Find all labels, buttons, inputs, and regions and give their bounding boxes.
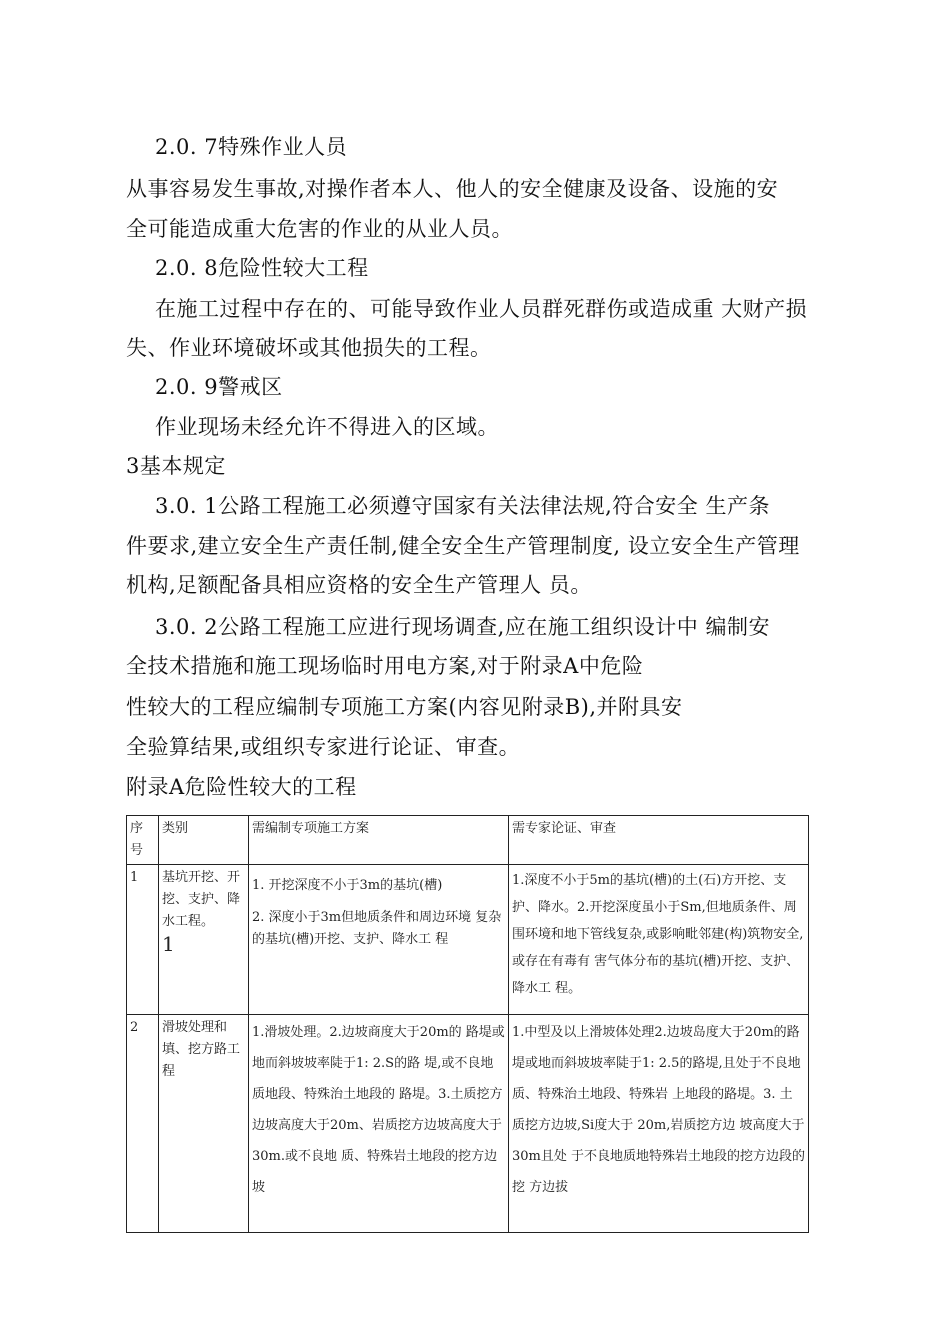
section-heading-2-0-9: 2.0. 9警戒区	[155, 375, 283, 399]
paragraph-line: 失、作业环境破坏或其他损失的工程。	[126, 336, 492, 360]
paragraph-line: 件要求,建立安全生产责任制,健全安全生产管理制度, 设立安全生产管理	[126, 534, 800, 558]
section-heading-2-0-8: 2.0. 8危险性较大工程	[155, 256, 369, 280]
paragraph-line: 全可能造成重大危害的作业的从业人员。	[126, 217, 513, 241]
appendix-title: 附录A危险性较大的工程	[126, 775, 357, 799]
row-category	[159, 865, 249, 1015]
header-cell-no: 序号	[127, 816, 159, 865]
header-cell-review: 需专家论证、审查	[509, 816, 809, 865]
paragraph-line: 性较大的工程应编制专项施工方案(内容见附录B),并附具安	[126, 695, 683, 719]
paragraph-line: 在施工过程中存在的、可能导致作业人员群死群伤或造成重 大财产损	[155, 297, 808, 321]
paragraph-line: 机构,足额配备具相应资格的安全生产管理人 员。	[126, 573, 592, 597]
category-text: 滑坡处理和填、挖方路工程	[162, 1020, 241, 1079]
section-heading-2-0-7: 2.0. 7特殊作业人员	[155, 135, 348, 159]
row-plan	[249, 865, 509, 1015]
row-number: 2	[127, 1015, 159, 1233]
table-row	[127, 1015, 809, 1233]
category-extra: 1	[162, 932, 175, 956]
row-review	[509, 865, 809, 1015]
chapter-heading-3: 3基本规定	[126, 454, 226, 478]
plan-text: 1.滑坡处理。2.边坡商度大于20m的 路堤或地而斜坡坡率陡于1: 2.S的路 堤,或不良地质地段、特殊治土地段的 路堤。3.土质挖方边坡高度大于20m、岩质挖方边坡高度大于30m.或不良地 质、特殊岩土地段的挖方边坡	[252, 1025, 505, 1195]
table-header-row	[127, 816, 809, 865]
paragraph-line: 全验算结果,或组织专家进行论证、审查。	[126, 735, 521, 759]
plan-item: 1. 开挖深度不小于3m的基坑(槽)	[252, 878, 443, 893]
appendix-table	[126, 815, 809, 1233]
paragraph-line: 从事容易发生事故,对操作者本人、他人的安全健康及设备、设施的安	[126, 177, 779, 201]
paragraph-line: 全技术措施和施工现场临时用电方案,对于附录A中危险	[126, 654, 644, 678]
plan-item: 2. 深度小于3m但地质条件和周边环境 复杂的基坑(槽)开挖、支护、降水工 程	[252, 910, 502, 947]
table-row	[127, 865, 809, 1015]
row-number: 1	[127, 865, 159, 1015]
review-text: 1.深度不小于5m的基坑(槽)的土(石)方开挖、支护、降水。2.开挖深度虽小于Sm,但地质条件、周围环境和地下管线复杂,或影响毗邻建(构)筑物安全,或存在有毒有 害气体分布的基坑(槽)开挖、支护、降水工 程。	[512, 873, 804, 996]
row-plan	[249, 1015, 509, 1233]
review-text: 1.中型及以上滑坡体处理2.边坡岛度大于20m的路堤或地而斜坡坡率陡于1: 2.5的路堤,且处于不良地质、特殊治土地段、特殊岩 上地段的路堤。3. 土质挖方边坡,Si度大于 20m,岩质挖方边 坡高度大于30m且处 于不良地质地特殊岩土地段的挖方边段的挖 方边拔	[512, 1025, 806, 1195]
row-category	[159, 1015, 249, 1233]
header-cell-category: 类别	[159, 816, 249, 865]
category-text: 基坑开挖、开挖、支护、降水工程。	[162, 870, 241, 929]
row-review	[509, 1015, 809, 1233]
section-heading-3-0-2: 3.0. 2公路工程施工应进行现场调查,应在施工组织设计中 编制安	[155, 615, 770, 639]
paragraph-line: 作业现场未经允许不得进入的区域。	[155, 415, 499, 439]
header-cell-plan: 需编制专项施工方案	[249, 816, 509, 865]
section-heading-3-0-1: 3.0. 1公路工程施工必须遵守国家有关法律法规,符合安全 生产条	[155, 494, 770, 518]
